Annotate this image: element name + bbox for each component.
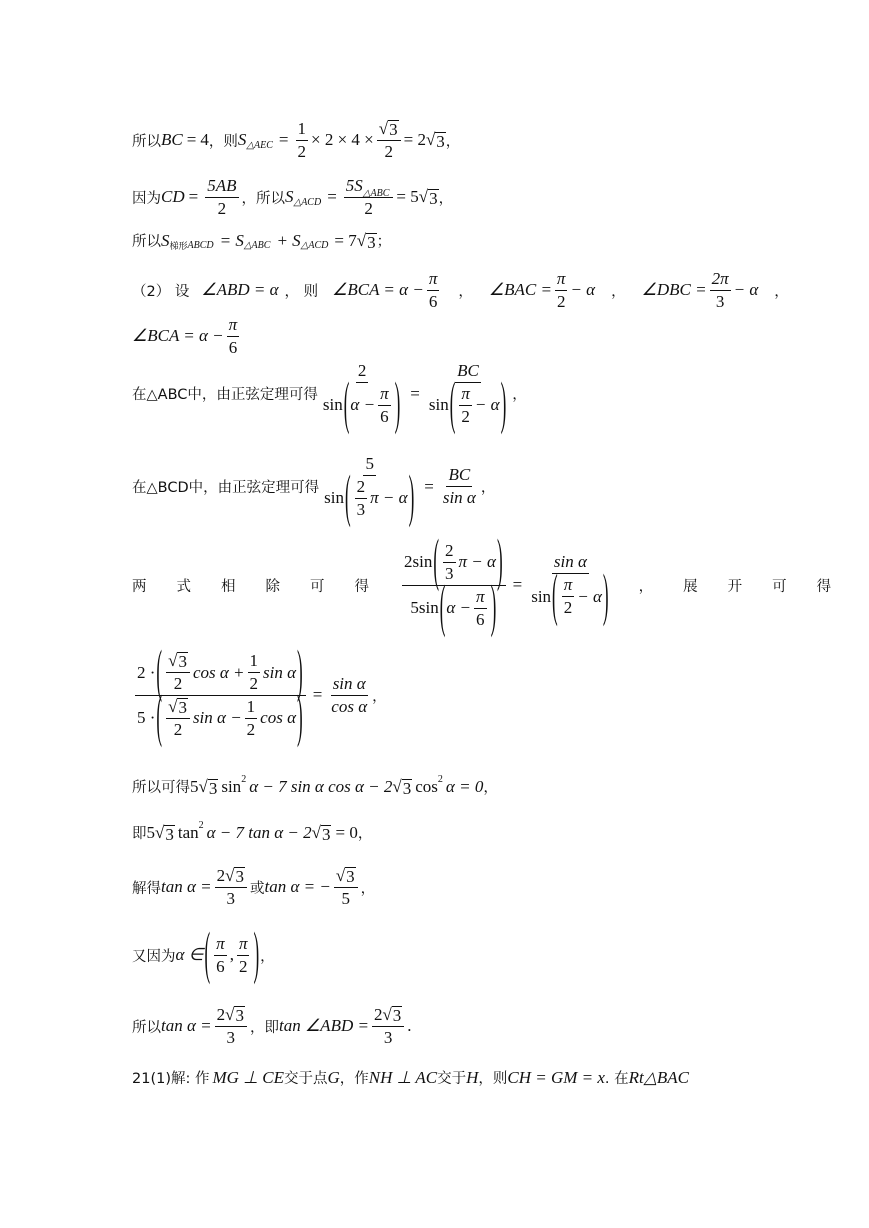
fraction: $\frac{\pi}{2}$ [556, 269, 566, 311]
fraction: sin α sin ( $\frac{\pi}{2}$ − α ) [531, 552, 609, 628]
fraction: $\frac{BC}{\text{sin α}}$ [442, 465, 476, 508]
fraction: 2 √ 3 3 [372, 1006, 404, 1047]
line-13: 又因为 α ∈ ( $\frac{\pi}{6}$ , $\frac{\pi}{2}$ ) ， [132, 921, 275, 986]
line-1: 所以 BC = 4 ，则 S △AEC = $\frac{1}{2}$ × 2 × 4 × √ 3 2 = 2 √ 3 ， [132, 119, 461, 161]
fraction: $\frac{\pi}{2}$ [238, 934, 248, 976]
fraction: √ 3 5 [334, 867, 358, 908]
fraction: 2 · ( √ 3 2 cos α + $\frac{1}{2}$ sin α ) 5 · ( √ 3 2 sin α − $\frac{1}{2}$ cos α ) [135, 652, 306, 739]
fraction: $\frac{1}{2}$ [297, 119, 306, 161]
line-6: 在△ABC中，由正弦定理可得 2 sin ( α − $\frac{\pi}{6}$ ) = BC sin ( $\frac{\pi}{2}$ − α ) ， [132, 361, 527, 437]
line-8: 两式相除可得 2sin ( $\frac{2}{3}$ π − α ) 5sin ( α − $\frac{\pi}{6}$ ) = sin α sin ( $\frac{\pi}{2}$ − α ) ， 展开可得 [132, 528, 862, 639]
line-10: 所以可得 5 √ 3 sin 2 α − 7 sin α cos α − 2 √ 3 cos 2 α = 0 ， [132, 774, 498, 798]
fraction: 2 √ 3 3 [215, 867, 247, 908]
line-5: ∠BCA = α − $\frac{\pi}{6}$ [132, 315, 238, 357]
line-14: 所以 tan α = 2 √ 3 3 ，即 tan ∠ABD = 2 √ 3 3 . [132, 1005, 412, 1047]
line-15: 21(1)解: 作 MG ⊥ CE 交于点 G ，作 NH ⊥ AC 交于 H ，则 CH = GM = x . 在 Rt△BAC [132, 1067, 689, 1087]
fraction: 2sin ( $\frac{2}{3}$ π − α ) 5sin ( α − $\frac{\pi}{6}$ ) [402, 542, 506, 628]
fraction: $\frac{5S_{\triangle ABC}}{2}$ [344, 177, 394, 218]
fraction: $\frac{5AB}{2}$ [207, 176, 237, 218]
fraction: 5 sin ( $\frac{2}{3}$ π − α ) [324, 454, 415, 530]
line-9: 2 · ( √ 3 2 cos α + $\frac{1}{2}$ sin α ) 5 · ( √ 3 2 sin α − $\frac{1}{2}$ cos α ) = $\frac{\text{sin α}}{\text{cos α}}$ ， [137, 638, 387, 750]
line-3: 所以 S 梯形 ABCD = S △ABC + S △ACD = 7 √ 3 ； [132, 230, 392, 252]
fraction: BC sin ( $\frac{\pi}{2}$ − α ) [428, 361, 507, 437]
fraction: $\frac{2\pi}{3}$ [711, 269, 729, 311]
fraction: √ 3 2 [377, 120, 401, 161]
fraction: $\frac{\pi}{6}$ [228, 315, 238, 357]
fraction: 2 sin ( α − $\frac{\pi}{6}$ ) [322, 361, 401, 437]
fraction: $\frac{\pi}{6}$ [428, 269, 438, 311]
line-2: 因为 CD = $\frac{5AB}{2}$ ，所以 S △ACD = $\frac{5S_{\triangle ABC}}{2}$ = 5 √ 3 ， [132, 176, 454, 218]
fraction: $\frac{\text{sin α}}{\text{cos α}}$ [331, 674, 368, 716]
fraction: 2 √ 3 3 [215, 1006, 247, 1047]
line-11: 即 5 √ 3 tan 2 α − 7 tan α − 2 √ 3 = 0 ， [132, 820, 373, 844]
fraction: $\frac{\pi}{6}$ [216, 934, 225, 976]
line-7: 在△BCD中，由正弦定理可得 5 sin ( $\frac{2}{3}$ π − α ) = $\frac{BC}{\text{sin α}}$ ， [132, 454, 496, 530]
line-4: （2） 设 ∠ABD = α ， 则 ∠BCA = α − $\frac{\pi}{6}$ ， ∠BAC = $\frac{\pi}{2}$ − α ， ∠DBC = $\frac{2\pi}{3}$ − α ， [132, 269, 789, 311]
line-12: 解得 tan α = 2 √ 3 3 或 tan α = − √ 3 5 ， [132, 866, 376, 908]
